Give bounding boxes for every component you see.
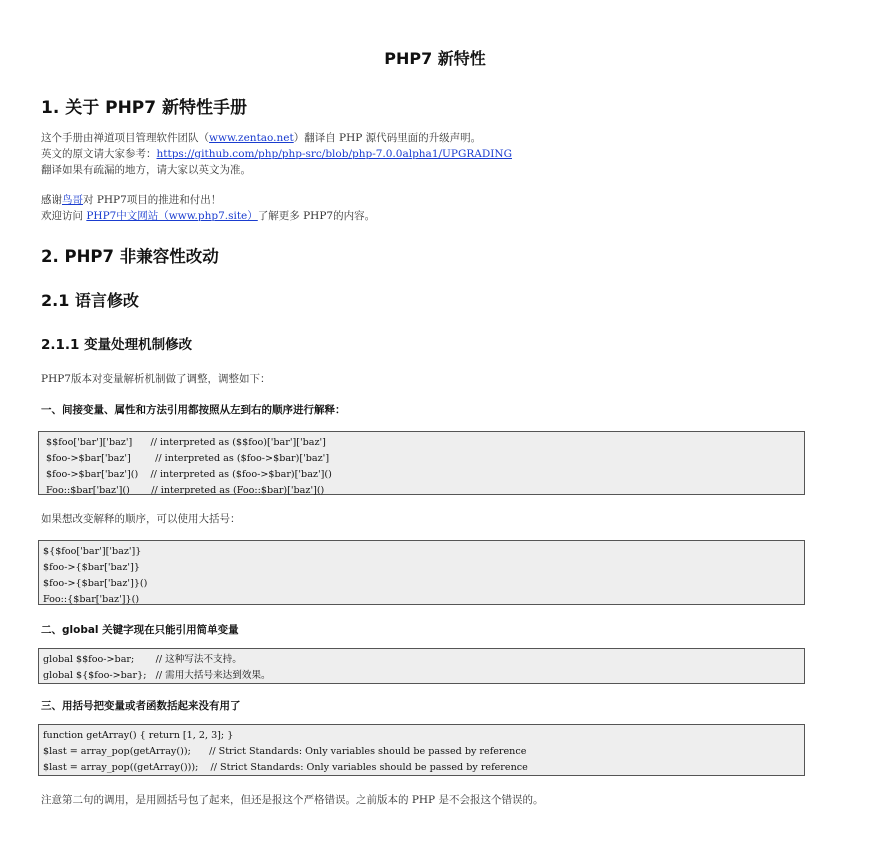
line4-text-pre: 感谢 (41, 194, 62, 206)
php7-site-link[interactable]: PHP7中文网站（www.php7.site） (86, 210, 258, 222)
rule2-text: 二、global 关键字现在只能引用简单变量 (41, 624, 239, 636)
code-line: Foo::{$bar['baz']}() (43, 594, 140, 605)
line1-text-post: ）翻译自 PHP 源代码里面的升级声明。 (293, 132, 482, 144)
code-line: $foo->{$bar['baz']}() (43, 578, 148, 589)
code-line: $foo->$bar['baz']() // interpreted as ($foo->$bar)['baz']() (43, 469, 332, 480)
code-line: $foo->{$bar['baz']} (43, 562, 140, 573)
code-line: $last = array_pop(getArray()); // Strict Standards: Only variables should be passed by reference (43, 746, 527, 757)
section1-heading: 1. 关于 PHP7 新特性手册 (41, 98, 248, 118)
code-block-1 (38, 431, 805, 495)
code-block-2 (38, 540, 805, 605)
line5-text-post: 了解更多 PHP7的内容。 (257, 210, 376, 222)
code-line: Foo::$bar['baz']() // interpreted as (Foo::$bar)['baz']() (43, 485, 325, 496)
code-line: global $$foo->bar; // 这种写法不支持。 (43, 654, 242, 665)
code-line: global ${$foo->bar}; // 需用大括号来达到效果。 (43, 670, 271, 681)
code-line: $foo->$bar['baz'] // interpreted as ($foo->$bar)['baz'] (43, 453, 330, 464)
section2-heading: 2. PHP7 非兼容性改动 (41, 247, 219, 266)
code-line: function getArray() { return [1, 2, 3]; } (43, 730, 234, 741)
zentao-link[interactable]: www.zentao.net (209, 132, 294, 144)
section1-para-line4 (41, 192, 221, 208)
intro-text: PHP7版本对变量解析机制做了调整，调整如下： (41, 373, 271, 385)
section2-1-heading: 2.1 语言修改 (41, 291, 139, 310)
upgrading-link[interactable]: https://github.com/php/php-src/blob/php-7.0.0alpha1/UPGRADING (156, 148, 512, 160)
section1-para-line1 (41, 130, 481, 146)
note1-text: 如果想改变解释的顺序，可以使用大括号： (41, 513, 241, 525)
section1-para-line5 (41, 208, 375, 224)
section1-para-line2 (41, 146, 512, 162)
line5-text-pre: 欢迎访问 (41, 210, 87, 222)
line1-text-pre: 这个手册由禅道项目管理软件团队（ (41, 132, 209, 144)
code-line: ${$foo['bar']['baz']} (43, 546, 142, 557)
rule3-text: 三、用括号把变量或者函数括起来没有用了 (41, 700, 241, 712)
code-line: $last = array_pop((getArray())); // Strict Standards: Only variables should be passed by reference (43, 762, 528, 773)
note2-text: 注意第二句的调用，是用圆括号包了起来，但还是报这个严格错误。之前版本的 PHP 是不会报这个错误的。 (41, 794, 544, 806)
code-block-4 (38, 724, 805, 776)
line2-text-pre: 英文的原文请大家参考： (41, 148, 157, 160)
document-title: PHP7 新特性 (384, 49, 486, 68)
section1-para-line3: 翻译如果有疏漏的地方，请大家以英文为准。 (41, 164, 251, 176)
section2-1-1-heading: 2.1.1 变量处理机制修改 (41, 337, 193, 353)
code-line: $$foo['bar']['baz'] // interpreted as ($$foo)['bar']['baz'] (43, 437, 326, 448)
line4-text-post: 对 PHP7项目的推进和付出！ (83, 194, 222, 206)
laruence-link[interactable]: 鸟哥 (62, 194, 83, 206)
code-block-3 (38, 648, 805, 684)
rule1-text: 一、间接变量、属性和方法引用都按照从左到右的顺序进行解释： (41, 404, 346, 416)
